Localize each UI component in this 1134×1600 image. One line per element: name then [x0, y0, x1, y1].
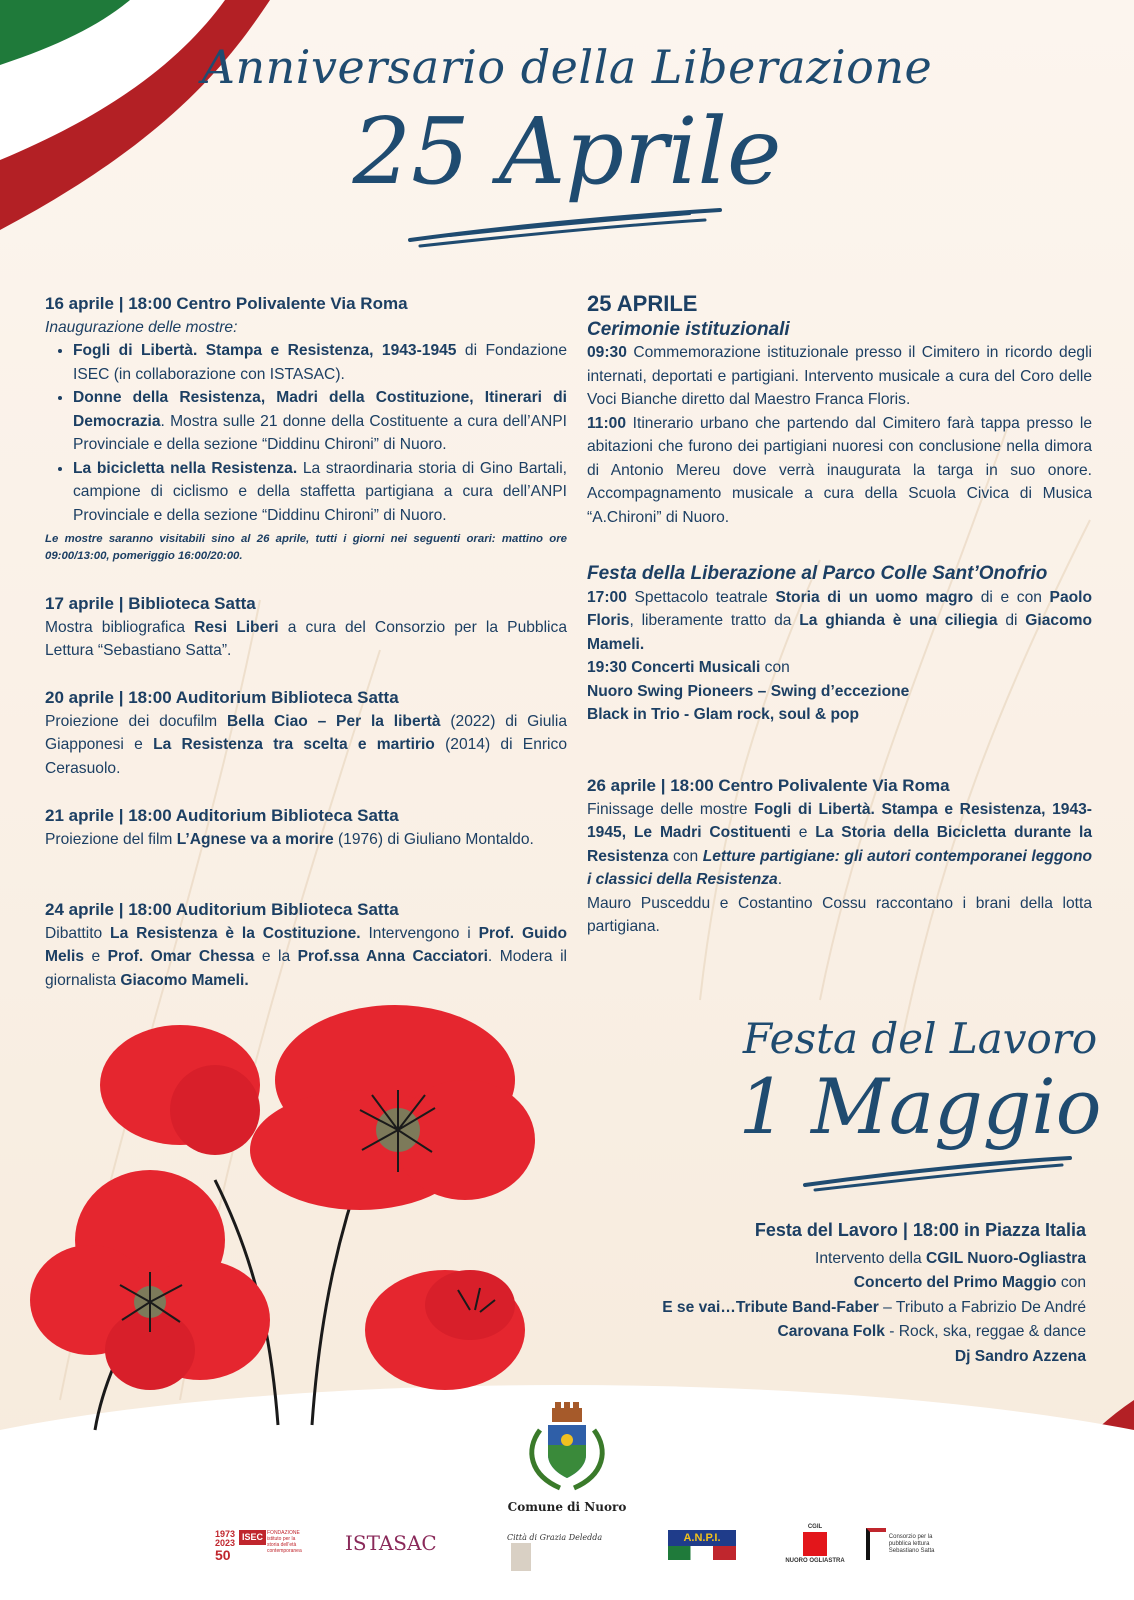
day-heading: 25 APRILE	[587, 291, 698, 316]
deledda-portrait-icon	[511, 1543, 531, 1571]
festa-item: 17:00 Spettacolo teatrale Storia di un uomo magro di e con Paolo Floris, liberamente tratto da La ghianda è una ciliegia di Giacomo Mameli.	[587, 588, 1093, 653]
festa-title: Festa della Liberazione al Parco Colle Sant’Onofrio	[587, 563, 1048, 584]
event-heading: Festa del Lavoro | 18:00 in Piazza Italia	[754, 1220, 1086, 1240]
event-heading: 26 aprile | 18:00 Centro Polivalente Via Roma	[587, 776, 950, 795]
event-16-aprile	[45, 292, 567, 565]
band-item: Nuoro Swing Pioneers – Swing d’eccezione	[587, 682, 910, 700]
may-title: 1 Maggio	[738, 1062, 1102, 1151]
isec-logo: 1973 2023 50 ISEC FONDAZIONE istituto per la storia dell'età contemporanea	[215, 1529, 302, 1563]
header-subtitle: Anniversario della Liberazione	[201, 40, 933, 94]
event-description: Proiezione dei docufilm Bella Ciao – Per la libertà (2022) di Giulia Giapponesi e La Resistenza tra scelta e martirio (2014) di Enrico Cerasuolo.	[45, 712, 568, 777]
ceremony-item: 09:30 Commemorazione istituzionale presso il Cimitero in ricordo degli internati, deportati e partigiani. Intervento musicale a cura del Coro delle Voci Bianche diretto dal Maestro Franca Floris.	[587, 344, 1092, 408]
cgil-square-icon	[803, 1532, 827, 1556]
ceremony-item: 11:00 Itinerario urbano che partendo dal Cimitero farà tappa presso le abitazioni che furono dei partigiani nuoresi con conclusione nella dimora di Antonio Mereu dove verrà inaugurata la targa in suo onore. Accompagnamento musicale a cura della Scuola Civica di Musica “A.Chironi” di Nuoro.	[587, 414, 1092, 526]
event-24-aprile	[45, 898, 567, 992]
event-17-aprile	[45, 592, 567, 663]
exhibit-hours-note: Le mostre saranno visitabili sino al 26 aprile, tutti i giorni nei seguenti orari: mattino ore 09:00/13:00, pomeriggio 16:00/20:00.	[45, 533, 567, 562]
event-heading: 20 aprile | 18:00 Auditorium Biblioteca Satta	[45, 688, 399, 707]
may-program	[546, 1218, 1086, 1369]
event-21-aprile	[45, 804, 567, 851]
may-item: Intervento della CGIL Nuoro-Ogliastra	[815, 1249, 1086, 1267]
event-26-aprile	[587, 774, 1092, 939]
event-description: Proiezione del film L’Agnese va a morire (1976) di Giuliano Montaldo.	[45, 830, 534, 848]
comune-label: Comune di Nuoro	[507, 1500, 627, 1514]
event-description: Dibattito La Resistenza è la Costituzione. Intervengono i Prof. Guido Melis e Prof. Omar Chessa e la Prof.ssa Anna Cacciatori. Modera il giornalista Giacomo Mameli.	[45, 924, 567, 989]
exhibit-item: • Fogli di Libertà. Stampa e Resistenza, 1943-1945 di Fondazione ISEC (in collaborazione con ISTASAC).	[73, 339, 567, 386]
may-item: Dj Sandro Azzena	[954, 1347, 1086, 1365]
band-item: Black in Trio - Glam rock, soul & pop	[587, 706, 860, 723]
day-25-aprile	[587, 292, 1092, 529]
festa-item: 19:30 Concerti Musicali con	[587, 659, 790, 676]
deledda-logo: Città di Grazia Deledda	[507, 1532, 627, 1571]
event-20-aprile	[45, 686, 567, 780]
event-heading: 24 aprile | 18:00 Auditorium Biblioteca Satta	[45, 900, 399, 919]
event-heading: 16 aprile | 18:00 Centro Polivalente Via Roma	[45, 294, 408, 313]
cgil-logo: CGIL NUORO OGLIASTRA	[785, 1524, 845, 1564]
event-description: Finissage delle mostre Fogli di Libertà. Stampa e Resistenza, 1943-1945, Le Madri Costituenti e La Storia della Bicicletta durante la Resistenza con Letture partigiane: gli autori contemporanei leggono i classici della Resistenza.	[587, 800, 1093, 888]
event-heading: 17 aprile | Biblioteca Satta	[45, 594, 256, 613]
ceremonies-title: Cerimonie istituzionali	[587, 318, 790, 340]
may-item: E se vai…Tribute Band-Faber – Tributo a Fabrizio De André	[662, 1298, 1086, 1316]
consorzio-mark-icon	[866, 1528, 886, 1560]
may-subtitle: Festa del Lavoro	[742, 1014, 1098, 1063]
header-title: 25 Aprile	[352, 98, 782, 205]
exhibit-item: • La bicicletta nella Resistenza. La straordinaria storia di Gino Bartali, campione di ciclismo e della staffetta partigiana a cura dell’ANPI Provinciale e della sezione “Diddinu Chironi” di Nuoro.	[73, 457, 567, 528]
event-description: Mauro Pusceddu e Costantino Cossu raccontano i brani della lotta partigiana.	[587, 894, 1092, 935]
event-description: Mostra bibliografica Resi Liberi a cura del Consorzio per la Pubblica Lettura “Sebastiano Satta”.	[45, 618, 567, 659]
consorzio-logo: Consorzio per la pubblica lettura Sebastiano Satta	[866, 1528, 966, 1560]
exhibit-item: • Donne della Resistenza, Madri della Costituzione, Itinerari di Democrazia. Mostra sulle 21 donne della Costituente a cura dell’ANPI Provinciale e della sezione “Diddinu Chironi” di Nuoro.	[73, 386, 567, 457]
anpi-logo: A.N.P.I.	[668, 1530, 736, 1560]
event-intro: Inaugurazione delle mostre:	[45, 318, 238, 336]
festa-liberazione	[587, 562, 1092, 727]
may-item: Carovana Folk - Rock, ska, reggae & dance	[777, 1323, 1086, 1340]
event-heading: 21 aprile | 18:00 Auditorium Biblioteca Satta	[45, 806, 399, 825]
istasac-logo: ISTASAC	[345, 1531, 437, 1555]
may-item: Concerto del Primo Maggio con	[853, 1274, 1086, 1291]
